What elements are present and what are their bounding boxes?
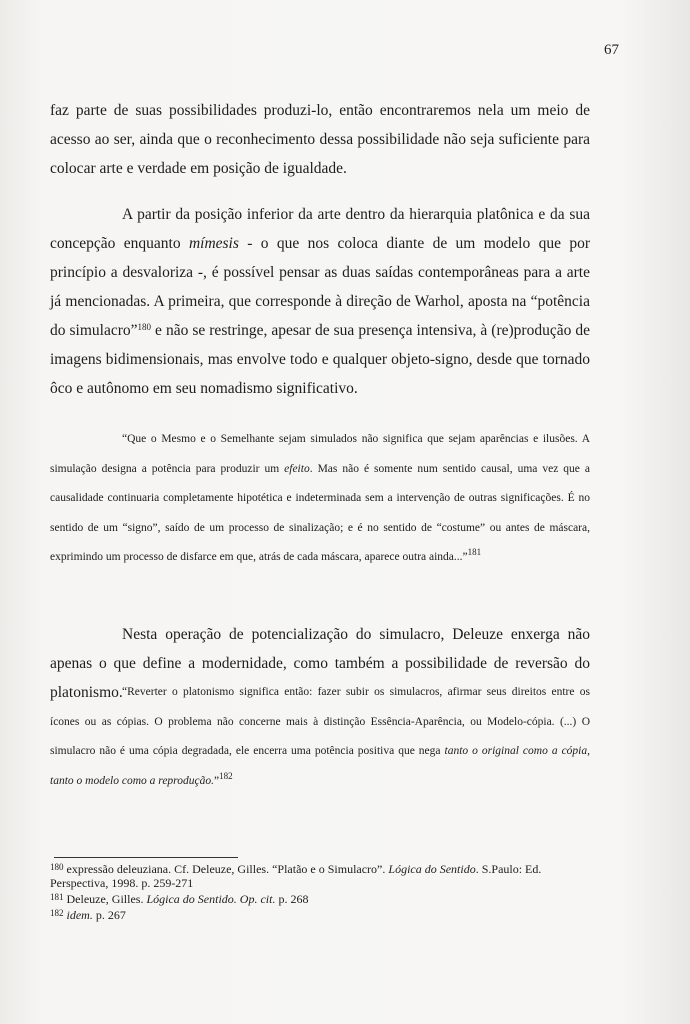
footnote-divider	[54, 857, 238, 858]
paragraph-1: faz parte de suas possibilidades produzi-lo, então encontraremos nela um meio de acesso ao ser, ainda que o reconhecimento dessa possibilidade não seja suficiente para colocar arte e verdade em posição de igualdade.	[50, 102, 590, 177]
footnote-ref-181: 181	[467, 547, 482, 557]
footnote-180: $^{180}$ expressão deleuziana. Cf. Deleuze, Gilles. “Platão e o Simulacro”. Lógica do Sentido. S.Paulo: Ed. Perspectiva, 1998. p. 259-271	[50, 862, 542, 890]
quote-1: “Que o Mesmo e o Semelhante sejam simulados não significa que sejam aparências e ilusões. A simulação designa a potência para produzir um efeito. Mas não é somente num sentido causal, uma vez que a causalidade continuaria completamente hipotética e indeterminada sem a intervenção de outras significações. É no sentido de um “signo”, saído de um processo de sinalização; e é no sentido de “costume” ou antes de máscara, exprimindo um processo de disfarce em que, atrás de cada máscara, aparece outra ainda...”$^{181}$	[50, 433, 590, 563]
footnote-182: $^{182}$ idem. p. 267	[50, 908, 126, 922]
footnote-181: $^{181}$ Deleuze, Gilles. Lógica do Sentido. Op. cit. p. 268	[50, 892, 309, 906]
footnote-ref-182: 182	[219, 770, 233, 781]
footnotes	[50, 862, 590, 924]
page-number: 67	[604, 42, 619, 58]
paragraph-2: A partir da posição inferior da arte dentro da hierarquia platônica e da sua concepção enquanto mímesis - o que nos coloca diante de um modelo que por princípio a desvaloriza -, é possível pensar as duas saídas contemporâneas para a arte já mencionadas. A primeira, que corresponde à direção de Warhol, aposta na “potência do simulacro”$^{180}$ e não se restringe, apesar de sua presença intensiva, à (re)produção de imagens bidimensionais, mas envolve todo e qualquer objeto-signo, desde que tornado ôco e autônomo em seu nomadismo significativo.	[50, 206, 590, 397]
footnote-ref-180: 180	[137, 322, 152, 332]
quote-2: “Reverter o platonismo significa então: fazer subir os simulacros, afirmar seus direitos entre os ícones ou as cópias. O problema não concerne mais à distinção Essência-Aparência, ou Modelo-cópia. (...) O simulacro não é uma cópia degradada, ele encerra uma potência positiva que nega tanto o original como a cópia, tanto o modelo como a reprodução.”$^{182}$	[50, 686, 590, 787]
paragraph-3: Nesta operação de potencialização do simulacro, Deleuze enxerga não apenas o que define a modernidade, como também a possibilidade de reversão do platonismo.	[50, 626, 590, 701]
